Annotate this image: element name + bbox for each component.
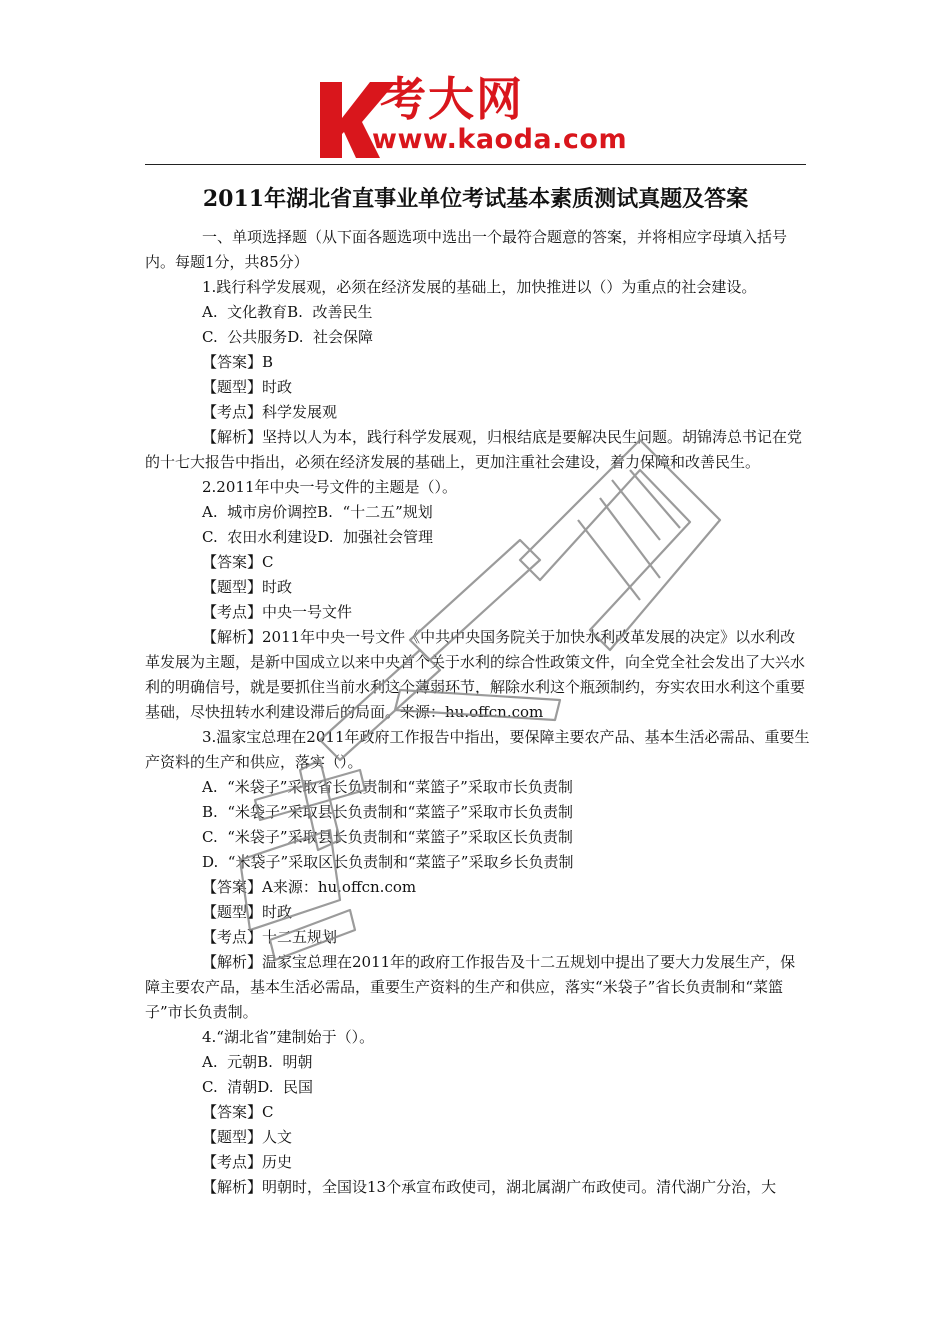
- question-4: [145, 1025, 810, 1200]
- question-option: C. “米袋子”采取县长负责制和“菜篮子”采取区长负责制: [202, 828, 573, 846]
- point-line: 【考点】历史: [202, 1153, 293, 1171]
- logo-brand-cn: 考大网: [380, 72, 524, 126]
- type-line: 【题型】人文: [202, 1128, 293, 1146]
- question-stem: 1.践行科学发展观，必须在经济发展的基础上，加快推进以（）为重点的社会建设。: [202, 278, 757, 296]
- question-option: C. 公共服务D. 社会保障: [202, 328, 374, 346]
- type-line: 【题型】时政: [202, 578, 293, 596]
- question-stem: 2.2011年中央一号文件的主题是（）。: [202, 478, 457, 496]
- answer-line: 【答案】C: [202, 553, 274, 571]
- analysis-text: 【解析】温家宝总理在2011年的政府工作报告及十二五规划中提出了要大力发展生产，保障主要农产品，基本生活必需品，重要生产资料的生产和供应，落实“米袋子”省长负责制和“菜篮子”市长负责制。: [145, 953, 796, 1021]
- question-option: A. 城市房价调控B. “十二五”规划: [202, 503, 433, 521]
- point-line: 【考点】十二五规划: [202, 928, 338, 946]
- analysis-text: 【解析】明朝时，全国设13个承宣布政使司，湖北属湖广布政使司。清代湖广分治，大: [202, 1178, 777, 1196]
- question-option: A. “米袋子”采取省长负责制和“菜篮子”采取市长负责制: [202, 778, 573, 796]
- point-line: 【考点】科学发展观: [202, 403, 338, 421]
- question-option: A. 文化教育B. 改善民生: [202, 303, 373, 321]
- answer-line: 【答案】A来源：hu.offcn.com: [202, 878, 417, 896]
- question-2: [145, 475, 810, 725]
- header-divider: [145, 164, 806, 165]
- page-title: 2011年湖北省直事业单位考试基本素质测试真题及答案: [202, 186, 749, 212]
- answer-line: 【答案】C: [202, 1103, 274, 1121]
- type-line: 【题型】时政: [202, 378, 293, 396]
- analysis-text: 【解析】2011年中央一号文件《中共中央国务院关于加快水利改革发展的决定》以水利改革发展为主题，是新中国成立以来中央首个关于水利的综合性政策文件，向全党全社会发出了大兴水利的明确信号，就是要抓住当前水利这个薄弱环节，解除水利这个瓶颈制约，夯实农田水利这个重要基础，尽快扭转水利建设滞后的局面。来源：hu.offcn.com: [145, 628, 806, 721]
- question-option: A. 元朝B. 明朝: [202, 1053, 313, 1071]
- question-3: [145, 725, 810, 1025]
- question-stem: 4.“湖北省”建制始于（）。: [202, 1028, 375, 1046]
- question-option: C. 农田水利建设D. 加强社会管理: [202, 528, 434, 546]
- question-option: D. “米袋子”采取区长负责制和“菜篮子”采取乡长负责制: [202, 853, 574, 871]
- logo-url: www.kaoda.com: [372, 124, 628, 155]
- document-body: [145, 225, 810, 1200]
- point-line: 【考点】中央一号文件: [202, 603, 353, 621]
- question-1: [145, 275, 810, 475]
- section-intro: 一、单项选择题（从下面各题选项中选出一个最符合题意的答案，并将相应字母填入括号内。每题1分，共85分）: [145, 228, 788, 271]
- question-option: B. “米袋子”采取县长负责制和“菜篮子”采取市长负责制: [202, 803, 574, 821]
- answer-line: 【答案】B: [202, 353, 274, 371]
- kaoda-logo: [318, 72, 638, 160]
- question-stem: 3.温家宝总理在2011年政府工作报告中指出，要保障主要农产品、基本生活必需品、重要生产资料的生产和供应，落实（）。: [145, 728, 810, 771]
- question-option: C. 清朝D. 民国: [202, 1078, 314, 1096]
- analysis-text: 【解析】坚持以人为本，践行科学发展观，归根结底是要解决民生问题。胡锦涛总书记在党的十七大报告中指出，必须在经济发展的基础上，更加注重社会建设，着力保障和改善民生。: [145, 428, 803, 471]
- type-line: 【题型】时政: [202, 903, 293, 921]
